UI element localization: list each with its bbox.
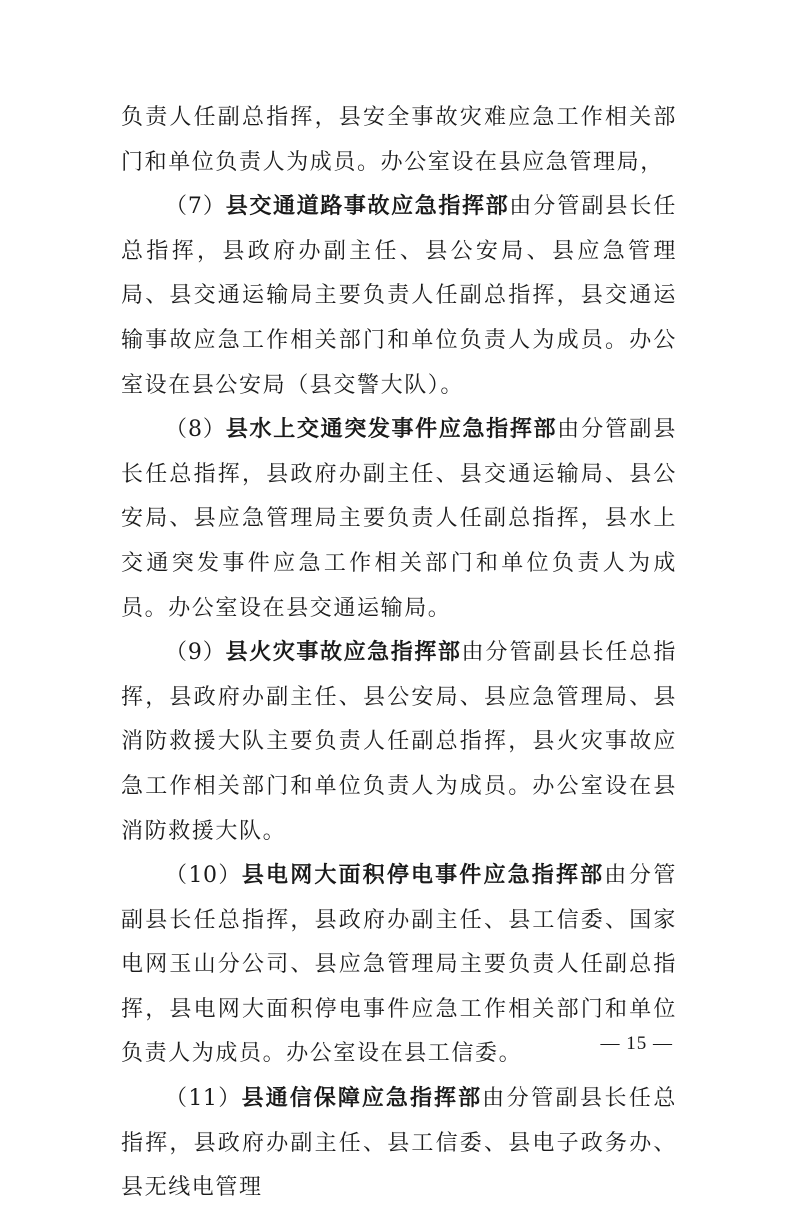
paragraph-item-11	[121, 1077, 677, 1211]
document-body	[121, 96, 677, 1211]
item-heading: 县电网大面积停电事件应急指挥部	[241, 863, 605, 889]
paragraph-body: 由分管副县长任总指挥，县政府办副主任、县工信委、国家电网玉山分公司、县应急管理局主要负责人任副总指挥，县电网大面积停电事件应急工作相关部门和单位负责人为成员。办公室设在县工信委。	[121, 863, 677, 1067]
item-heading: 县火灾事故应急指挥部	[225, 640, 462, 666]
item-number: （10）	[165, 863, 242, 889]
item-number: （9）	[165, 640, 226, 666]
paragraph-item-8	[121, 408, 677, 631]
item-number: （8）	[165, 417, 226, 443]
item-heading: 县水上交通突发事件应急指挥部	[225, 417, 558, 443]
paragraph-body: 由分管副县长任总指挥，县政府办副主任、县工信委、县电子政务办、县无线电管理	[121, 1086, 677, 1201]
item-heading: 县通信保障应急指挥部	[241, 1086, 483, 1112]
paragraph-item-9	[121, 631, 677, 854]
page-number: — 15 —	[600, 1033, 673, 1054]
item-heading: 县交通道路事故应急指挥部	[225, 194, 510, 220]
item-number: （11）	[165, 1086, 242, 1112]
paragraph-item-10	[121, 854, 677, 1077]
paragraph-body: 由分管副县长任总指挥，县政府办副主任、县公安局、县应急管理局、县消防救援大队主要负责人任副总指挥，县火灾事故应急工作相关部门和单位负责人为成员。办公室设在县消防救援大队。	[121, 640, 677, 844]
paragraph-body: 由分管副县长任总指挥，县政府办副主任、县公安局、县应急管理局、县交通运输局主要负责人任副总指挥，县交通运输事故应急工作相关部门和单位负责人为成员。办公室设在县公安局（县交警大队）。	[121, 194, 678, 398]
paragraph-body: 由分管副县长任总指挥，县政府办副主任、县交通运输局、县公安局、县应急管理局主要负责人任副总指挥，县水上交通突发事件应急工作相关部门和单位负责人为成员。办公室设在县交通运输局。	[121, 417, 677, 621]
paragraph-continuation	[121, 96, 677, 185]
item-number: （7）	[165, 194, 226, 220]
paragraph-body: 负责人任副总指挥，县安全事故灾难应急工作相关部门和单位负责人为成员。办公室设在县应急管理局，	[121, 105, 677, 175]
paragraph-item-7	[121, 185, 677, 408]
